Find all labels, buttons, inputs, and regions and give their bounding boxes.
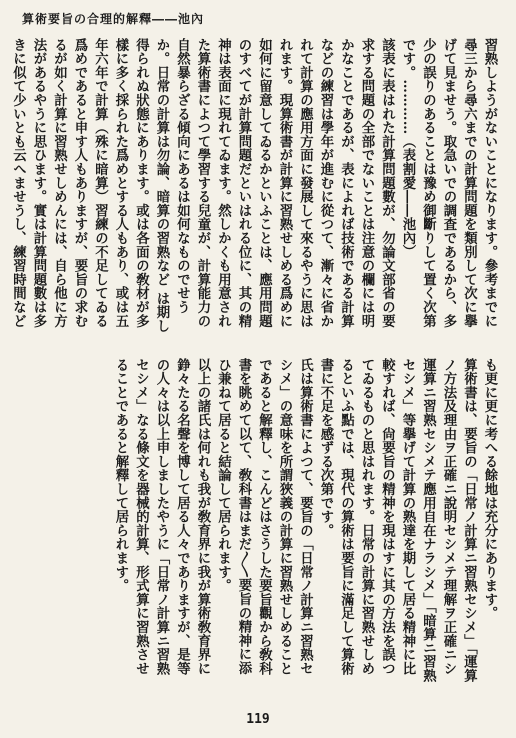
paragraph: 算術書は、要旨の「日常ノ計算ニ習熟セシメ」「運算ノ方法及理由ヲ正確ニ說明セシメテ理解ヲ正確ニシ運算ニ習熟セシメテ應用自在ナラシメ」「暗算ニ習熟セシメ」等擧げて計算の熟達を期して居る精神に比較すれば、尙要旨の精神を現はすに其の方法を誤つてゐるものと思はれます。日常の計算に習熟せしめるといふ點では、現代の算術は要旨に滿足して算術書に不足を感ずる次第です。 — [318, 358, 478, 683]
paragraph: 該表に表はれた計算問題數が、勿論文部省の要求する問題の全部でないことは注意の欄には明かなことであるが、表によれば技術である計算などの練習は學年が進むに從つて、漸々に省かれて計算の應用方面に發展して來るやうに思はれます。現算術書が計算に習熟せしめる爲めに如何に留意してゐるかといふことは、應用問題のすべてが計算問題だといはれる位に、其の精神は表面に現れてゐます。然しかくも用意された算術書によつて學習する兒童が、計算能力の自然暴らざる傾向にあるは如何なものでせうか。日常の計算は勿論、暗算の習熟など は期し得られぬ狀態にあります。或は各面の敎材が多樣に多く採られた爲めとする人もあり、或は五年六年で計算（殊に暗算）習練の不足してゐる爲めであると申す人もありますが、要旨の求むるが如く計算に習熟せしめんには、自ら他に方法があるやうに思ひます。實は計算問題數は多きに似て少いとも云へませうし、練習時間など — [10, 38, 396, 333]
paragraph: 以上の諸氏は何れも我が敎育界に我が算術敎育界に錚々たる名聲を博して居る人々でありますが、是等の人々は以上申しましたやうに「日常ノ計算ニ習熟セシメ」なる條文を器械的計算、形式算に習熟させることであると解釋して居られます。 — [113, 358, 211, 676]
paragraph: 氏は算術書によつて、要旨の「日常ノ計算ニ習熟セシメ」の意味を所謂狹義の計算に習熟せしめることであると解釋し、こんどはさうした要旨觀から敎科書を眺めて以て、敎科書はまだ〳〵要旨の精神に添ひ兼ねて居ると結論して居られます。 — [215, 358, 314, 676]
running-header: 算術要旨の合理的解釋――池內 — [22, 12, 205, 26]
paragraph: 習熟しようがないことになります。參考までに尋三から尋六までの計算問題を類別して次に擧げて見ませう。取急いでの調査であるから、多少の誤りのあることは豫め御斷りして置く次第です。…………（表割愛――池內） — [400, 38, 498, 328]
text-block-upper — [10, 38, 500, 338]
text-block-lower — [14, 358, 500, 684]
page-number: 119 — [246, 712, 270, 727]
paragraph: も更に更に考へる餘地は充分にあります。 — [482, 358, 498, 621]
